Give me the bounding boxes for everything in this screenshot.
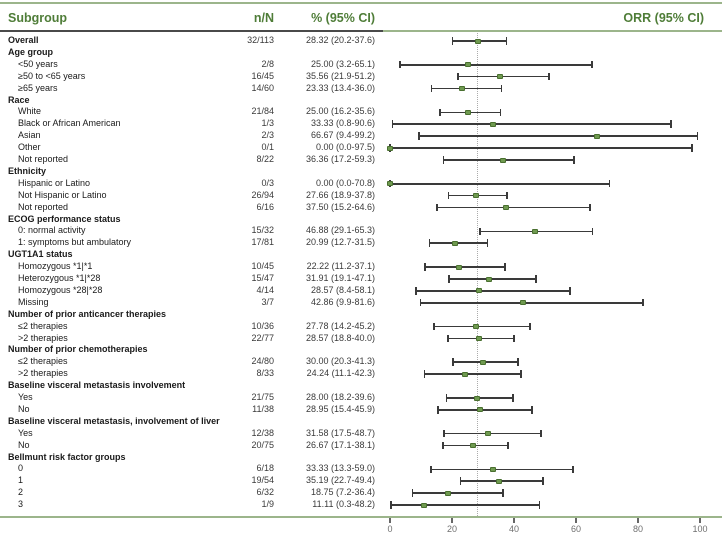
- ci-cap-left: [424, 370, 426, 378]
- x-tick-label: 0: [387, 524, 393, 534]
- row-n-over-N: 21/75: [251, 392, 274, 402]
- ci-line: [425, 266, 505, 268]
- table-row: [0, 130, 722, 142]
- estimate-marker: [452, 241, 458, 246]
- ci-cap-left: [442, 442, 444, 450]
- row-label: No: [18, 403, 30, 414]
- row-label: Asian: [18, 130, 41, 141]
- ci-cap-left: [479, 228, 481, 236]
- row-n-over-N: 10/45: [251, 261, 274, 272]
- row-pct-ci: 31.91 (19.1-47.1): [305, 273, 375, 283]
- table-row: [0, 416, 722, 428]
- row-n-over-N: 11/38: [252, 403, 274, 414]
- ci-cap-right: [573, 156, 575, 164]
- table-row: [0, 166, 722, 178]
- estimate-marker: [476, 336, 482, 341]
- estimate-marker: [474, 396, 480, 401]
- table-row: [0, 249, 722, 261]
- ci-cap-right: [697, 132, 699, 140]
- ci-cap-left: [424, 263, 426, 271]
- ci-cap-left: [443, 430, 445, 438]
- estimate-marker: [532, 229, 538, 234]
- row-n-over-N: 21/84: [251, 106, 274, 117]
- ci-cap-right: [670, 120, 672, 128]
- row-n-over-N: 6/32: [256, 487, 274, 498]
- row-label: Black or African American: [18, 118, 121, 129]
- row-label: Other: [18, 142, 41, 153]
- ci-cap-left: [392, 120, 394, 128]
- row-n-over-N: 16/45: [251, 70, 274, 81]
- row-label: Yes: [18, 427, 33, 438]
- x-tick: [637, 518, 639, 523]
- ci-cap-left: [452, 358, 454, 366]
- estimate-marker: [475, 39, 481, 44]
- row-label: Overall: [8, 35, 39, 45]
- row-label: Homozygous *28|*28: [18, 284, 103, 295]
- row-n-over-N: 15/47: [251, 273, 274, 283]
- ci-cap-right: [513, 335, 515, 343]
- row-pct-ci: 27.78 (14.2-45.2): [305, 320, 375, 331]
- row-n-over-N: 3/7: [261, 296, 274, 307]
- ci-line: [412, 492, 503, 494]
- x-tick: [513, 518, 515, 523]
- ci-cap-right: [507, 442, 509, 450]
- table-row: [0, 392, 722, 404]
- row-pct-ci: 42.86 (9.9-81.6): [310, 296, 375, 307]
- ci-cap-right: [569, 287, 571, 295]
- estimate-marker: [497, 74, 503, 79]
- ci-cap-right: [520, 370, 522, 378]
- row-label: Bellmunt risk factor groups: [8, 451, 126, 462]
- row-n-over-N: 20/75: [251, 439, 274, 450]
- ci-cap-right: [589, 204, 591, 212]
- x-tick-label: 80: [632, 524, 643, 534]
- x-tick: [575, 518, 577, 523]
- row-n-over-N: 32/113: [247, 35, 274, 45]
- table-row: [0, 499, 722, 511]
- ci-cap-left: [452, 37, 454, 45]
- row-label: Baseline visceral metastasis, involvement of liver: [8, 415, 220, 426]
- row-n-over-N: 24/80: [251, 356, 274, 367]
- column-header-pct-ci: % (95% CI): [311, 11, 375, 25]
- ci-cap-left: [436, 204, 438, 212]
- estimate-marker: [480, 360, 486, 365]
- ci-line: [434, 326, 530, 328]
- row-pct-ci: 28.95 (15.4-45.9): [305, 403, 375, 414]
- row-n-over-N: 1/3: [261, 118, 274, 129]
- table-row: [0, 214, 722, 226]
- table-row: [0, 47, 722, 59]
- ci-line: [437, 207, 590, 209]
- ci-line: [432, 88, 502, 90]
- estimate-marker: [387, 181, 393, 186]
- table-row: [0, 285, 722, 297]
- table-row: [0, 118, 722, 130]
- row-label: Not reported: [18, 154, 69, 164]
- ci-cap-right: [487, 239, 489, 247]
- row-n-over-N: 14/60: [251, 82, 274, 93]
- row-label: Number of prior chemotherapies: [8, 344, 148, 355]
- row-label: Number of prior anticancer therapies: [8, 308, 167, 319]
- ci-cap-right: [540, 430, 542, 438]
- ci-cap-right: [517, 358, 519, 366]
- table-row: [0, 463, 722, 475]
- row-pct-ci: 11.11 (0.3-48.2): [312, 499, 375, 510]
- header-underline-table: [0, 30, 383, 32]
- row-pct-ci: 35.56 (21.9-51.2): [305, 70, 375, 81]
- table-row: [0, 95, 722, 107]
- table-row: [0, 309, 722, 321]
- ci-cap-left: [415, 287, 417, 295]
- estimate-marker: [459, 86, 465, 91]
- row-pct-ci: 20.99 (12.7-31.5): [305, 237, 375, 248]
- estimate-marker: [421, 503, 427, 508]
- estimate-marker: [594, 134, 600, 139]
- ci-cap-left: [420, 299, 422, 307]
- column-header-subgroup: Subgroup: [8, 11, 68, 25]
- row-label: ≥65 years: [18, 82, 58, 93]
- estimate-marker: [470, 443, 476, 448]
- table-row: [0, 225, 722, 237]
- row-label: 1: [18, 475, 24, 486]
- ci-line: [419, 135, 697, 137]
- row-label: Missing: [18, 296, 49, 307]
- ci-line: [400, 64, 592, 66]
- table-row: [0, 356, 722, 368]
- row-label: Baseline visceral metastasis involvement: [8, 380, 186, 391]
- row-label: ECOG performance status: [8, 213, 121, 224]
- row-label: Hispanic or Latino: [18, 177, 91, 188]
- table-row: [0, 475, 722, 487]
- row-pct-ci: 24.24 (11.1-42.3): [306, 368, 375, 379]
- estimate-marker: [473, 193, 479, 198]
- row-n-over-N: 2/8: [261, 58, 274, 69]
- row-pct-ci: 66.67 (9.4-99.2): [310, 130, 375, 141]
- row-label: >2 therapies: [18, 368, 68, 379]
- table-row: [0, 59, 722, 71]
- row-pct-ci: 36.36 (17.2-59.3): [305, 154, 375, 164]
- row-pct-ci: 30.00 (20.3-41.3): [305, 356, 375, 367]
- ci-line: [458, 76, 549, 78]
- estimate-marker: [445, 491, 451, 496]
- row-pct-ci: 23.33 (13.4-36.0): [305, 82, 375, 93]
- row-pct-ci: 31.58 (17.5-48.7): [305, 427, 375, 438]
- row-n-over-N: 12/38: [251, 427, 274, 438]
- row-n-over-N: 15/32: [251, 225, 274, 236]
- ci-line: [438, 409, 533, 411]
- row-n-over-N: 19/54: [251, 475, 274, 486]
- ci-cap-left: [439, 109, 441, 117]
- table-row: [0, 35, 722, 47]
- ci-cap-right: [535, 275, 537, 283]
- row-label: No: [18, 439, 30, 450]
- table-row: [0, 190, 722, 202]
- table-row: [0, 202, 722, 214]
- ci-line: [421, 302, 643, 304]
- x-tick: [389, 518, 391, 523]
- row-pct-ci: 33.33 (0.8-90.6): [310, 118, 375, 129]
- ci-cap-left: [448, 275, 450, 283]
- table-row: [0, 428, 722, 440]
- ci-cap-left: [399, 61, 401, 69]
- ci-cap-left: [412, 489, 414, 497]
- row-pct-ci: 26.67 (17.1-38.1): [305, 439, 375, 450]
- row-label: Not Hispanic or Latino: [18, 189, 107, 200]
- row-n-over-N: 0/1: [261, 142, 274, 153]
- ci-cap-right: [504, 263, 506, 271]
- row-label: Heterozygous *1|*28: [18, 273, 101, 283]
- x-tick-label: 20: [446, 524, 457, 534]
- ci-cap-right: [506, 37, 508, 45]
- row-pct-ci: 0.00 (0.0-97.5): [315, 142, 375, 153]
- row-n-over-N: 8/33: [256, 368, 274, 379]
- table-row: [0, 154, 722, 166]
- table-row: [0, 106, 722, 118]
- ci-cap-right: [501, 85, 503, 93]
- ci-cap-left: [457, 73, 459, 81]
- row-label: ≥50 to <65 years: [18, 70, 86, 81]
- estimate-marker: [500, 158, 506, 163]
- ci-cap-right: [691, 144, 693, 152]
- ci-cap-right: [591, 61, 593, 69]
- row-label: Ethnicity: [8, 165, 47, 176]
- row-label: ≤2 therapies: [18, 356, 68, 367]
- table-row: [0, 440, 722, 452]
- row-label: Age group: [8, 46, 53, 57]
- ci-cap-left: [429, 239, 431, 247]
- row-pct-ci: 37.50 (15.2-64.6): [305, 201, 375, 212]
- ci-line: [449, 278, 536, 280]
- row-n-over-N: 26/94: [251, 189, 274, 200]
- row-label: Not reported: [18, 201, 69, 212]
- table-row: [0, 83, 722, 95]
- row-label: 3: [18, 499, 24, 510]
- table-row: [0, 142, 722, 154]
- row-pct-ci: 33.33 (13.3-59.0): [305, 463, 375, 474]
- ci-cap-left: [460, 477, 462, 485]
- estimate-marker: [477, 407, 483, 412]
- ci-cap-left: [437, 406, 439, 414]
- table-row: [0, 380, 722, 392]
- table-row: [0, 71, 722, 83]
- estimate-marker: [476, 288, 482, 293]
- ci-cap-right: [592, 228, 594, 236]
- ci-cap-right: [548, 73, 550, 81]
- row-n-over-N: 6/18: [256, 463, 274, 474]
- x-tick: [451, 518, 453, 523]
- ci-cap-right: [500, 109, 502, 117]
- ci-line: [416, 290, 570, 292]
- row-label: UGT1A1 status: [8, 249, 73, 260]
- ci-cap-left: [418, 132, 420, 140]
- column-header-orr-ci: ORR (95% CI): [623, 11, 704, 25]
- table-row: [0, 237, 722, 249]
- row-label: >2 therapies: [18, 332, 68, 343]
- row-label: <50 years: [18, 58, 58, 69]
- x-tick: [699, 518, 701, 523]
- row-pct-ci: 46.88 (29.1-65.3): [305, 225, 375, 236]
- estimate-marker: [496, 479, 502, 484]
- ci-line: [431, 469, 573, 471]
- table-row: [0, 261, 722, 273]
- header-underline-plot: [383, 30, 722, 32]
- row-label: Homozygous *1|*1: [18, 261, 93, 272]
- ci-cap-left: [443, 156, 445, 164]
- ci-cap-right: [572, 466, 574, 474]
- row-pct-ci: 25.00 (16.2-35.6): [305, 106, 375, 117]
- row-pct-ci: 28.57 (8.4-58.1): [310, 284, 375, 295]
- x-tick-label: 100: [692, 524, 708, 534]
- ci-cap-right: [609, 180, 611, 188]
- row-label: Yes: [18, 392, 33, 402]
- row-pct-ci: 35.19 (22.7-49.4): [305, 475, 375, 486]
- row-pct-ci: 22.22 (11.2-37.1): [306, 261, 375, 272]
- estimate-marker: [473, 324, 479, 329]
- row-pct-ci: 25.00 (3.2-65.1): [310, 58, 375, 69]
- ci-cap-right: [542, 477, 544, 485]
- row-n-over-N: 17/81: [251, 237, 274, 248]
- row-label: ≤2 therapies: [18, 320, 68, 331]
- row-pct-ci: 28.32 (20.2-37.6): [305, 35, 375, 45]
- estimate-marker: [490, 467, 496, 472]
- row-label: 2: [18, 487, 24, 498]
- estimate-marker: [462, 372, 468, 377]
- estimate-marker: [490, 122, 496, 127]
- estimate-marker: [387, 146, 393, 151]
- ci-line: [392, 123, 670, 125]
- table-row: [0, 344, 722, 356]
- top-border-line: [0, 2, 722, 4]
- estimate-marker: [465, 62, 471, 67]
- column-header-n-over-N: n/N: [253, 11, 274, 25]
- ci-line: [424, 373, 521, 375]
- row-n-over-N: 1/9: [261, 499, 274, 510]
- x-axis-line: [0, 516, 722, 518]
- table-row: [0, 178, 722, 190]
- table-row: [0, 273, 722, 285]
- ci-line: [390, 147, 692, 149]
- estimate-marker: [485, 431, 491, 436]
- estimate-marker: [486, 277, 492, 282]
- ci-cap-left: [433, 323, 435, 331]
- ci-cap-right: [539, 501, 541, 509]
- row-n-over-N: 4/14: [256, 284, 274, 295]
- table-row: [0, 404, 722, 416]
- ci-cap-right: [512, 394, 514, 402]
- ci-line: [391, 504, 539, 506]
- row-n-over-N: 8/22: [256, 154, 274, 164]
- row-n-over-N: 0/3: [261, 177, 274, 188]
- row-label: 1: symptoms but ambulatory: [18, 237, 132, 248]
- row-pct-ci: 0.00 (0.0-70.8): [315, 177, 375, 188]
- ci-cap-left: [431, 85, 433, 93]
- row-label: 0: [18, 463, 24, 474]
- table-row: [0, 452, 722, 464]
- row-label: 0: normal activity: [18, 225, 86, 236]
- row-pct-ci: 28.57 (18.8-40.0): [305, 332, 375, 343]
- ci-cap-right: [506, 192, 508, 200]
- ci-line: [429, 242, 487, 244]
- table-row: [0, 487, 722, 499]
- row-n-over-N: 6/16: [256, 201, 274, 212]
- estimate-marker: [503, 205, 509, 210]
- ci-line: [443, 159, 574, 161]
- estimate-marker: [520, 300, 526, 305]
- ci-cap-right: [502, 489, 504, 497]
- x-tick-label: 40: [508, 524, 519, 534]
- row-pct-ci: 18.75 (7.2-36.4): [310, 487, 375, 498]
- estimate-marker: [456, 265, 462, 270]
- x-tick-label: 60: [570, 524, 581, 534]
- ci-cap-left: [447, 335, 449, 343]
- ci-cap-left: [446, 394, 448, 402]
- row-n-over-N: 22/77: [251, 332, 274, 343]
- ci-line: [390, 183, 609, 185]
- table-row: [0, 333, 722, 345]
- row-pct-ci: 27.66 (18.9-37.8): [305, 189, 375, 200]
- ci-line: [444, 433, 541, 435]
- row-n-over-N: 10/36: [251, 320, 274, 331]
- row-label: White: [18, 106, 42, 117]
- ci-cap-left: [448, 192, 450, 200]
- ci-cap-left: [390, 501, 392, 509]
- ci-cap-right: [642, 299, 644, 307]
- ci-cap-right: [531, 406, 533, 414]
- row-pct-ci: 28.00 (18.2-39.6): [305, 392, 375, 402]
- row-label: Race: [8, 94, 30, 105]
- row-n-over-N: 2/3: [261, 130, 274, 141]
- ci-cap-right: [529, 323, 531, 331]
- table-row: [0, 368, 722, 380]
- estimate-marker: [465, 110, 471, 115]
- table-row: [0, 297, 722, 309]
- table-row: [0, 321, 722, 333]
- ci-cap-left: [430, 466, 432, 474]
